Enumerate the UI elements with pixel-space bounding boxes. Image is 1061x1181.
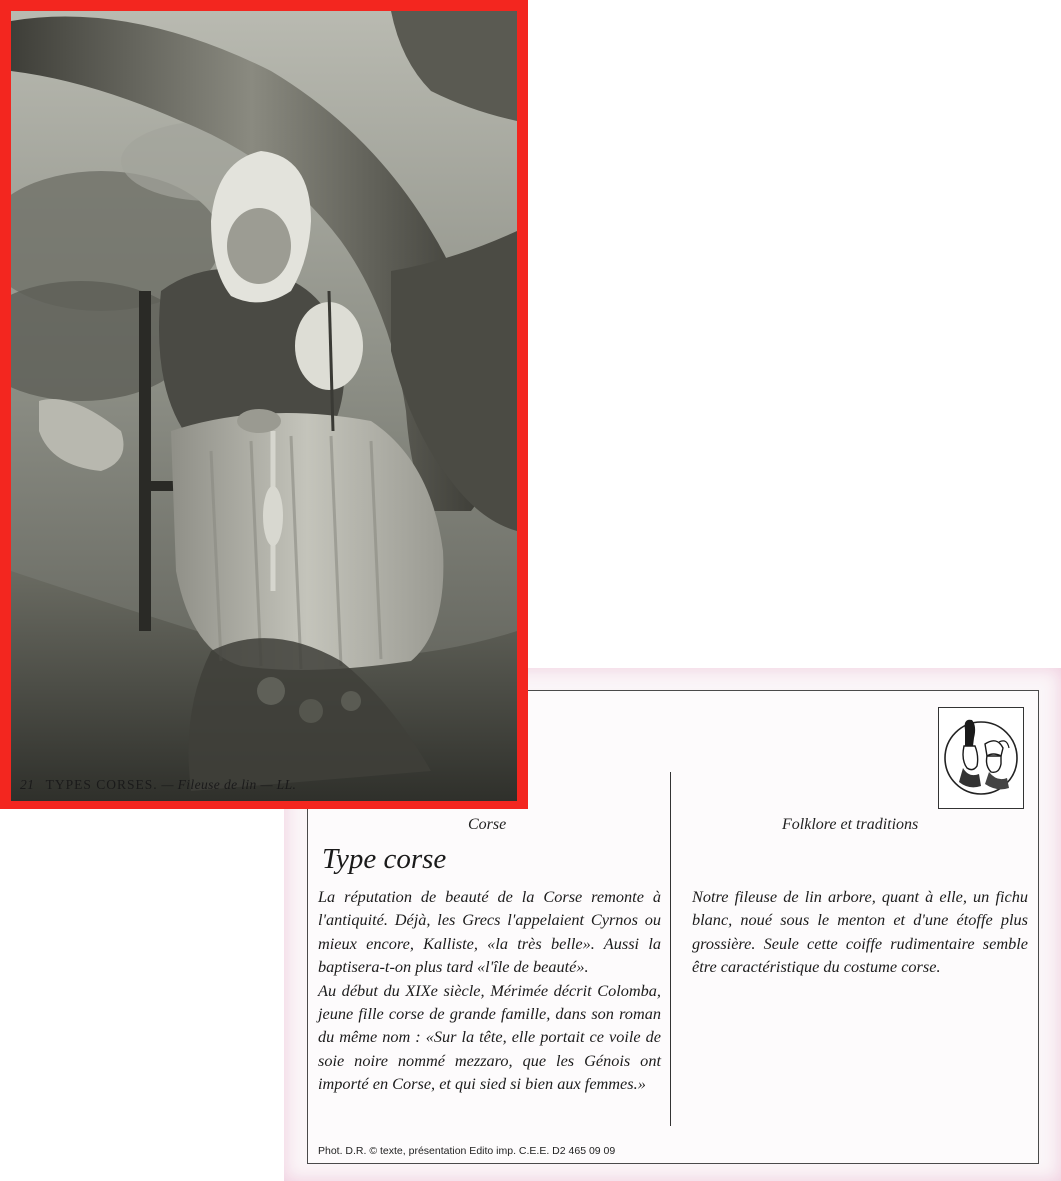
photo-card: [0, 0, 528, 809]
right-column-text: [692, 885, 1028, 979]
right-column-heading: Folklore et traditions: [782, 816, 919, 833]
column-divider: [670, 772, 671, 1126]
article-title: Type corse: [322, 843, 447, 875]
caption-series: TYPES CORSES.: [45, 777, 158, 792]
caption-subject: — Fileuse de lin: [161, 777, 257, 792]
photo-caption: [20, 777, 296, 793]
vintage-photograph: [11, 11, 517, 801]
left-paragraph: Au début du XIXe siècle, Mérimée décrit Colomba, jeune fille corse de grande famille, dans son roman du même nom : «Sur la tête, elle portait ce voile de soie noire nommé mezzaro, que les Génois ont importé en Corse, et qui sied si bien aux femmes.»: [318, 980, 661, 1094]
spinner-woman-photo: [11, 11, 517, 801]
caption-publisher: — LL.: [260, 777, 297, 792]
left-column-heading: Corse: [468, 816, 507, 833]
folklore-logo: [938, 707, 1024, 809]
left-paragraph: La réputation de beauté de la Corse remonte à l'antiquité. Déjà, les Grecs l'appelaient Cyrnos ou mieux encore, Kalliste, «la très belle». Aussi la baptisera-t-on plus tard «l'île de beauté».: [318, 887, 661, 977]
caption-number: 21: [20, 777, 35, 792]
printing-credits: Phot. D.R. © texte, présentation Edito imp. C.E.E. D2 465 09 09: [318, 1145, 616, 1157]
right-paragraph: Notre fileuse de lin arbore, quant à elle, un fichu blanc, noué sous le menton et d'une étoffe plus grossière. Seule cette coiffe rudimentaire semble être caractéristique du costume corse.: [692, 887, 1028, 977]
costume-heads-icon: [939, 708, 1023, 808]
left-column-text: [318, 885, 661, 1096]
